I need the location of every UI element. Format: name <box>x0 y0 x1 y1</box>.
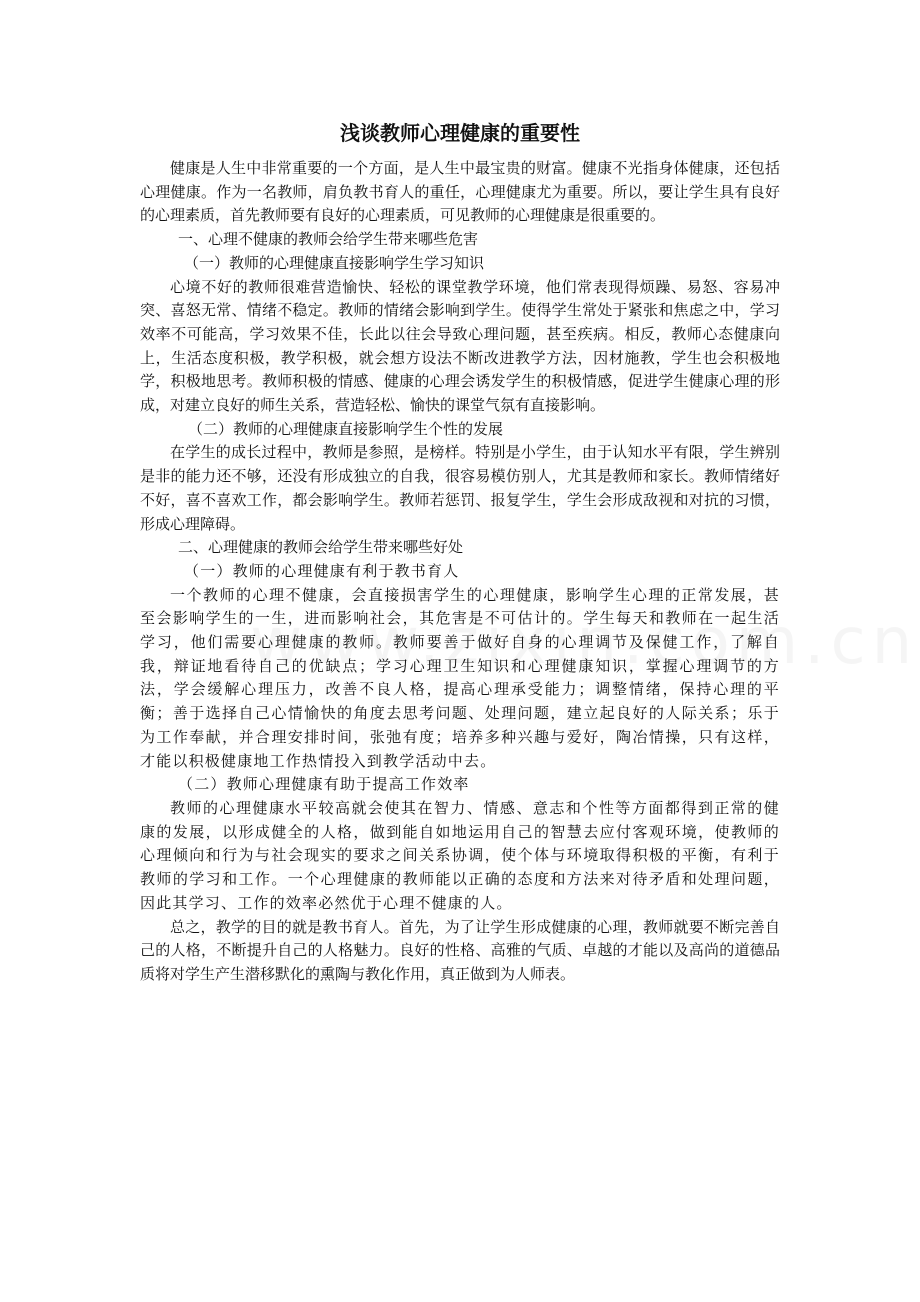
section-2-subheading-1: （一）教师的心理健康有利于教书育人 <box>184 561 460 580</box>
section-1-subheading-2: （二）教师的心理健康直接影响学生个性的发展 <box>188 419 504 438</box>
section-1-subheading-1: （一）教师的心理健康直接影响学生学习知识 <box>184 253 485 272</box>
section-1-heading: 一、心理不健康的教师会给学生带来哪些危害 <box>178 230 479 249</box>
section-1-sub-2-paragraph: 在学生的成长过程中，教师是参照，是榜样。特别是小学生，由于认知水平有限，学生辨别是非的能力还不够，还没有形成独立的自我，很容易模仿别人，尤其是教师和家长。教师情绪好不好，喜不喜欢工作，都会影响学生。教师若惩罚、报复学生，学生会形成敌视和对抗的习惯，形成心理障碍。 <box>140 443 780 533</box>
section-2-subheading-2: （二）教师心理健康有助于提高工作效率 <box>178 775 470 794</box>
document-title: 浅谈教师心理健康的重要性 <box>340 121 580 145</box>
section-1-sub-1-paragraph: 心境不好的教师很难营造愉快、轻松的课堂教学环境，他们常表现得烦躁、易怒、容易冲突、喜怒无常、情绪不稳定。教师的情绪会影响到学生。使得学生常处于紧张和焦虑之中，学习效率不可能高，学习效果不佳，长此以往会导致心理问题，甚至疾病。相反，教师心态健康向上，生活态度积极，教学积极，就会想方设法不断改进教学方法，因材施教，学生也会积极地学，积极地思考。教师积极的情感、健康的心理会诱发学生的积极情感，促进学生健康心理的形成，对建立良好的师生关系，营造轻松、愉快的课堂气氛有直接影响。 <box>140 277 780 415</box>
section-2-heading: 二、心理健康的教师会给学生带来哪些好处 <box>178 538 464 557</box>
conclusion-paragraph: 总之，教学的目的就是教书育人。首先，为了让学生形成健康的心理，教师就要不断完善自己的人格，不断提升自己的人格魅力。良好的性格、高雅的气质、卓越的才能以及高尚的道德品质将对学生产生潜移默化的熏陶与教化作用，真正做到为人师表。 <box>140 917 780 983</box>
document-body <box>140 157 780 987</box>
section-2-sub-2-paragraph: 教师的心理健康水平较高就会使其在智力、情感、意志和个性等方面都得到正常的健康的发展，以形成健全的人格，做到能自如地运用自己的智慧去应付客观环境，使教师的心理倾向和行为与社会现实的要求之间关系协调，使个体与环境取得积极的平衡，有利于教师的学习和工作。一个心理健康的教师能以正确的态度和方法来对待矛盾和处理问题，因此其学习、工作的效率必然优于心理不健康的人。 <box>140 798 780 912</box>
intro-paragraph: 健康是人生中非常重要的一个方面，是人生中最宝贵的财富。健康不光指身体健康，还包括心理健康。作为一名教师，肩负教书育人的重任，心理健康尤为重要。所以，要让学生具有良好的心理素质，首先教师要有良好的心理素质，可见教师的心理健康是很重要的。 <box>140 159 780 225</box>
section-2-sub-1-paragraph: 一个教师的心理不健康，会直接损害学生的心理健康，影响学生心理的正常发展，甚至会影响学生的一生，进而影响社会，其危害是不可估计的。学生每天和教师在一起生活学习，他们需要心理健康的教师。教师要善于做好自身的心理调节及保健工作，了解自我，辩证地看待自己的优缺点；学习心理卫生知识和心理健康知识，掌握心理调节的方法，学会缓解心理压力，改善不良人格，提高心理承受能力；调整情绪，保持心理的平衡；善于选择自己心情愉快的角度去思考问题、处理问题，建立起良好的人际关系；乐于为工作奉献，并合理安排时间，张弛有度；培养多种兴趣与爱好，陶冶情操，只有这样，才能以积极健康地工作热情投入到教学活动中去。 <box>140 585 780 770</box>
